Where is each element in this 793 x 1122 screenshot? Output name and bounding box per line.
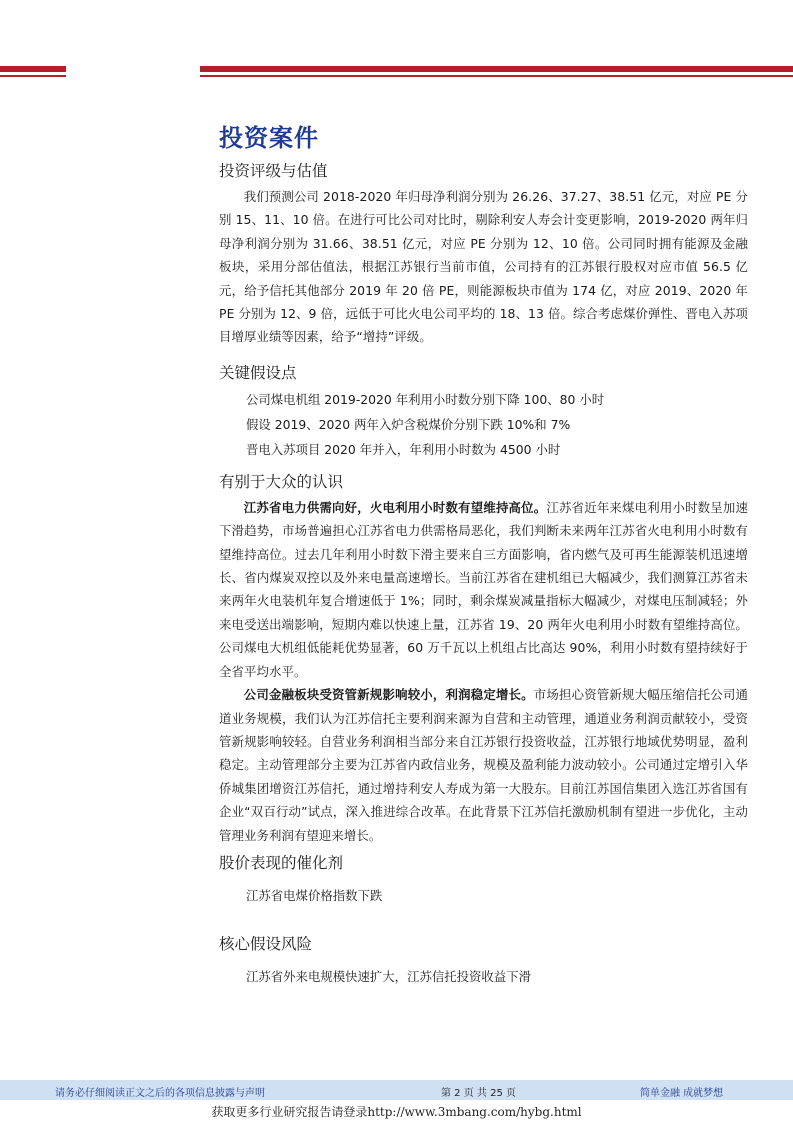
header-rule-left-thin [0, 75, 66, 77]
differ-paragraph-1 [219, 496, 748, 683]
assumptions-heading: 关键假设点 [219, 363, 297, 382]
download-link-line[interactable]: 获取更多行业研究报告请登录http://www.3mbang.com/hybg.html [211, 1105, 582, 1119]
differ-heading: 有别于大众的认识 [219, 472, 344, 491]
rating-paragraph: 我们预测公司 2018-2020 年归母净利润分别为 26.26、37.27、38.51 亿元，对应 PE 分别 15、11、10 倍。在进行可比公司对比时，剔除利安人寿会计变更影响，2019-2020 两年归母净利润分别为 31.66、38.51 亿元，对应 PE 分别为 12、10 倍。公司同时拥有能源及金融板块，采用分部估值法，根据江苏银行当前市值，公司持有的江苏银行股权对应市值 56.5 亿元，给予信托其他部分 2019 年 20 倍 PE，则能源板块市值为 174 亿，对应 2019、2020 年 PE 分别为 12、9 倍，远低于可比火电公司平均的 18、13 倍。综合考虑煤价弹性、晋电入苏项目增厚业绩等因素，给予“增持”评级。 [219, 189, 748, 345]
differ-p1-body: 江苏省近年来煤电利用小时数呈加速下滑趋势，市场普遍担心江苏省电力供需格局恶化，我们判断未来两年江苏省火电利用小时数有望维持高位。过去几年利用小时数下滑主要来自三方面影响，省内燃气及可再生能源装机迅速增长、省内煤炭双控以及外来电量高速增长。当前江苏省在建机组已大幅减少，我们测算江苏省未来两年火电装机年复合增速低于 1%；同时，剩余煤炭减量指标大幅减少，对煤电压制减轻；外来电受送出端影响，短期内难以快速上量，江苏省 19、20 两年火电利用小时数有望维持高位。公司煤电大机组低能耗优势显著，60 万千瓦以上机组占比高达 90%，利用小时数有望持续好于全省平均水平。 [219, 499, 748, 679]
footer-slogan: 简单金融 成就梦想 [640, 1088, 724, 1099]
assumption-item: 晋电入苏项目 2020 年并入，年利用小时数为 4500 小时 [246, 441, 561, 457]
header-rule-right-thin [200, 75, 793, 77]
assumption-item: 假设 2019、2020 两年入炉含税煤价分别下跌 10%和 7% [246, 416, 571, 432]
footer-disclaimer: 请务必仔细阅读正文之后的各项信息披露与声明 [55, 1088, 265, 1099]
footer-page-info: 第 2 页 共 25 页 [441, 1088, 516, 1099]
catalyst-heading: 股价表现的催化剂 [219, 853, 344, 872]
rating-heading: 投资评级与估值 [219, 162, 328, 180]
differ-p2-body: 市场担心资管新规大幅压缩信托公司通道业务规模，我们认为江苏信托主要利润来源为自营和主动管理，通道业务利润贡献较小，受资管新规影响较轻。自营业务利润相当部分来自江苏银行投资收益，江苏银行地域优势明显，盈利稳定。主动管理部分主要为江苏省内政信业务，规模及盈利能力波动较小。公司通过定增引入华侨城集团增资江苏信托，通过增持利安人寿成为第一大股东。目前江苏国信集团入选江苏省国有企业“双百行动”试点，深入推进综合改革。在此背景下江苏信托激励机制有望进一步优化，主动管理业务利润有望迎来增长。 [219, 687, 748, 843]
differ-paragraph-2 [219, 683, 748, 847]
risk-item: 江苏省外来电规模快速扩大，江苏信托投资收益下滑 [246, 968, 531, 984]
risk-heading: 核心假设风险 [219, 934, 313, 953]
footer-bar [0, 1080, 793, 1100]
header-rule-right [200, 66, 793, 72]
differ-p1-lead: 江苏省电力供需向好，火电利用小时数有望维持高位。 [243, 499, 547, 515]
catalyst-item: 江苏省电煤价格指数下跌 [246, 887, 383, 903]
page-title: 投资案件 [219, 124, 319, 152]
differ-p2-lead: 公司金融板块受资管新规影响较小，利润稳定增长。 [243, 687, 534, 703]
header-rule-left [0, 66, 66, 72]
main-content [219, 118, 748, 989]
assumption-item: 公司煤电机组 2019-2020 年利用小时数分别下降 100、80 小时 [246, 391, 605, 407]
